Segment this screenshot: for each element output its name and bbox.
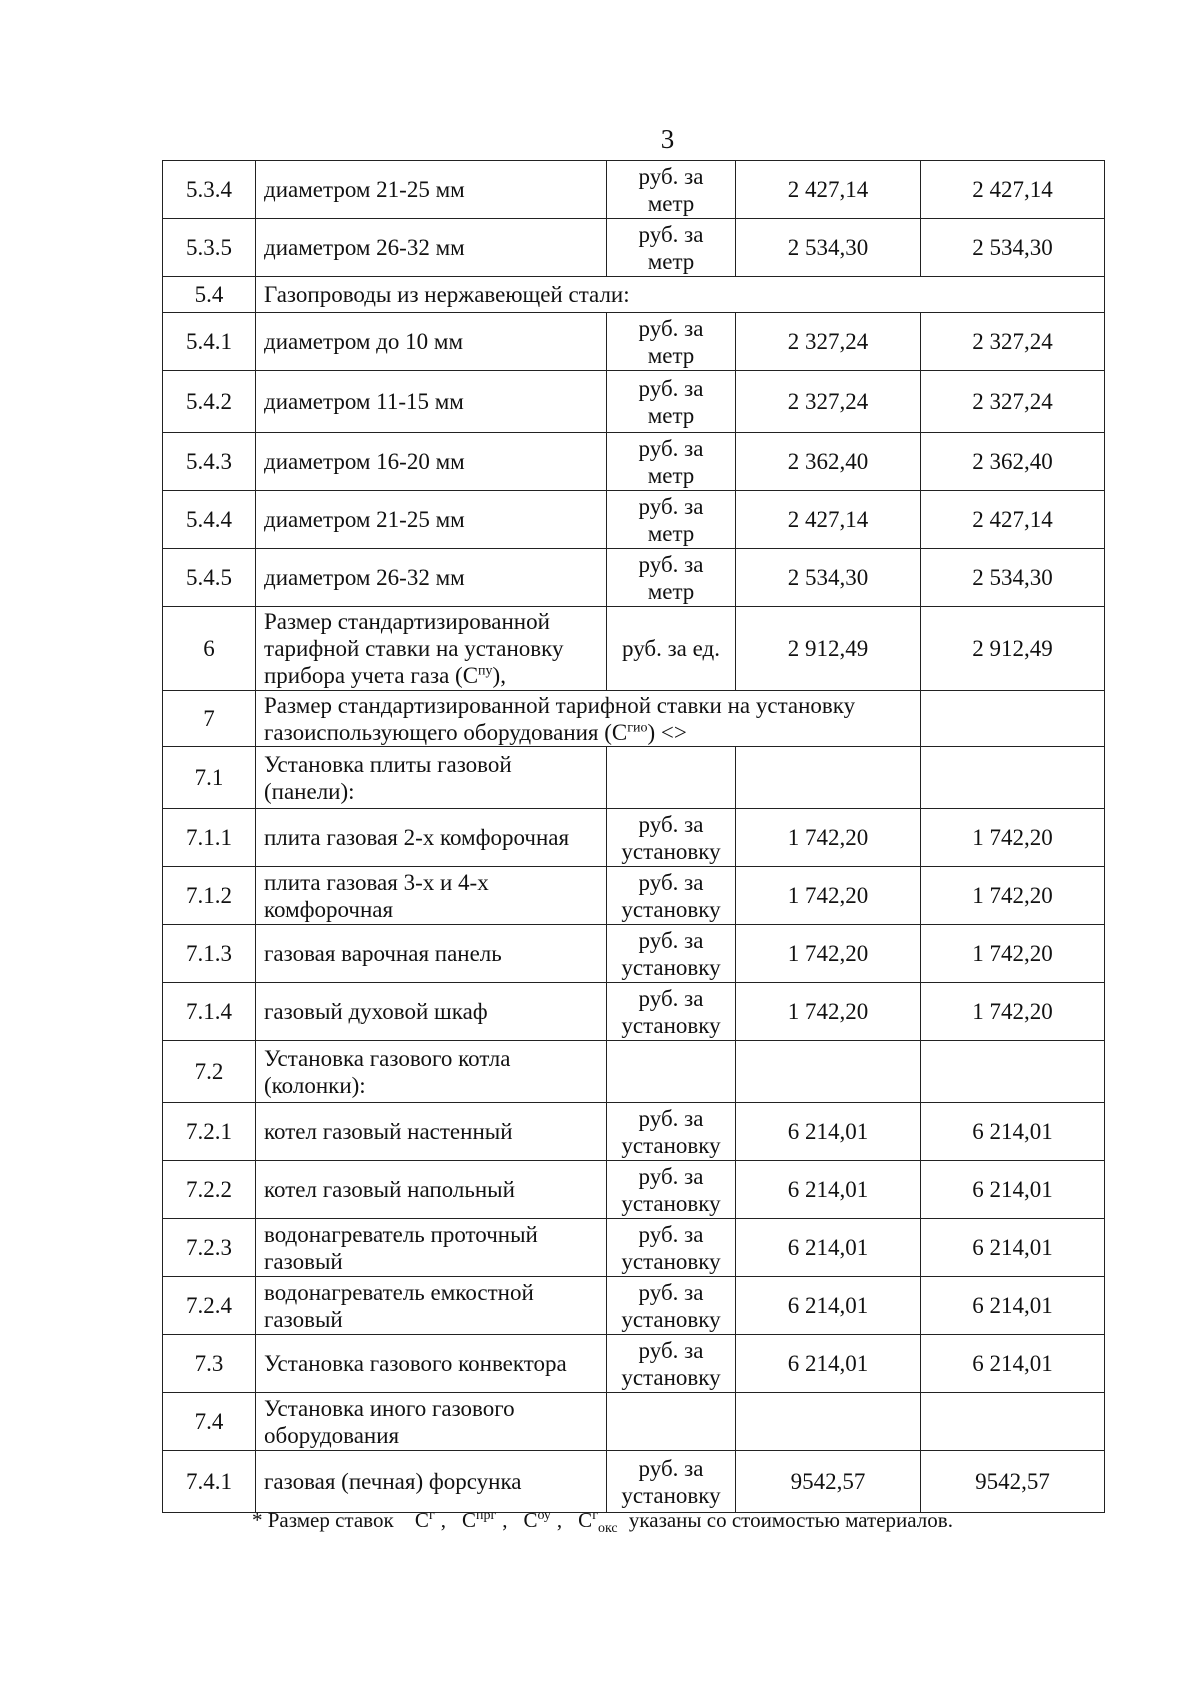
- value-column-2: 1 742,20: [921, 925, 1105, 983]
- unit: руб. за установку: [607, 1161, 736, 1219]
- value-column-1: 2 327,24: [736, 371, 921, 433]
- table-row: [163, 983, 1105, 1041]
- value-column-2: 2 427,14: [921, 491, 1105, 549]
- symbol-superscript: оу: [537, 1508, 551, 1523]
- value-column-1: 2 427,14: [736, 161, 921, 219]
- value-column-1: 6 214,01: [736, 1103, 921, 1161]
- unit: руб. за установку: [607, 1451, 736, 1513]
- table-row: [163, 491, 1105, 549]
- symbol-base: С: [414, 1508, 429, 1532]
- row-number: 5.4.1: [163, 313, 256, 371]
- row-number: 5.4.2: [163, 371, 256, 433]
- rate-symbol: [415, 1508, 435, 1532]
- table-row: [163, 219, 1105, 277]
- value-column-1: 6 214,01: [736, 1335, 921, 1393]
- symbol-separator: ,: [502, 1508, 508, 1532]
- row-number: 5.4.5: [163, 549, 256, 607]
- row-number: 7.1: [163, 747, 256, 809]
- value-column-1: 6 214,01: [736, 1161, 921, 1219]
- rate-symbol: [462, 1508, 496, 1532]
- table-row: [163, 607, 1105, 691]
- item-name: Установка иного газового оборудования: [256, 1393, 607, 1451]
- value-column-2: 6 214,01: [921, 1161, 1105, 1219]
- symbol-base: С: [578, 1508, 593, 1532]
- value-column-2: 1 742,20: [921, 983, 1105, 1041]
- symbol-separator: ,: [440, 1508, 446, 1532]
- unit: руб. за установку: [607, 925, 736, 983]
- value-column-2: [921, 1041, 1105, 1103]
- item-name: [256, 607, 607, 691]
- row-number: 6: [163, 607, 256, 691]
- table-row: [163, 1277, 1105, 1335]
- item-name: диаметром 26-32 мм: [256, 219, 607, 277]
- item-name: диаметром 11-15 мм: [256, 371, 607, 433]
- value-column-2: 2 327,24: [921, 371, 1105, 433]
- row-number: 7.1.3: [163, 925, 256, 983]
- item-name: водонагреватель проточный газовый: [256, 1219, 607, 1277]
- tariff-table-body: [163, 161, 1105, 1513]
- row-number: 7.3: [163, 1335, 256, 1393]
- item-name: плита газовая 2-х комфорочная: [256, 809, 607, 867]
- item-name: плита газовая 3-х и 4-х комфорочная: [256, 867, 607, 925]
- unit: руб. за ед.: [607, 607, 736, 691]
- item-name: водонагреватель емкостной газовый: [256, 1277, 607, 1335]
- value-column-1: 1 742,20: [736, 925, 921, 983]
- unit: [607, 1041, 736, 1103]
- value-column-1: 6 214,01: [736, 1277, 921, 1335]
- footnote-suffix: указаны со стоимостью материалов.: [628, 1508, 953, 1532]
- cell-text: Размер стандартизированной тарифной ставки на установку газоиспользующего оборудования (С: [264, 692, 856, 745]
- value-column-1: [736, 1393, 921, 1451]
- value-column-2: 1 742,20: [921, 867, 1105, 925]
- value-column-2: 6 214,01: [921, 1219, 1105, 1277]
- value-column-2: 2 362,40: [921, 433, 1105, 491]
- row-number: 7.4: [163, 1393, 256, 1451]
- value-column-1: [736, 1041, 921, 1103]
- section-title: Газопроводы из нержавеющей стали:: [256, 277, 1105, 313]
- value-column-1: 2 327,24: [736, 313, 921, 371]
- table-row: [163, 1161, 1105, 1219]
- row-number: 5.3.5: [163, 219, 256, 277]
- value-column-2: 2 427,14: [921, 161, 1105, 219]
- row-number: 7.2.4: [163, 1277, 256, 1335]
- symbol-subscript: окс: [597, 1521, 618, 1537]
- value-column-2: [921, 691, 1105, 747]
- value-column-2: [921, 1393, 1105, 1451]
- row-number: 5.4.4: [163, 491, 256, 549]
- value-column-2: 2 534,30: [921, 219, 1105, 277]
- value-column-1: 2 912,49: [736, 607, 921, 691]
- symbol-superscript: г: [428, 1508, 435, 1523]
- value-column-2: 1 742,20: [921, 809, 1105, 867]
- value-column-2: 6 214,01: [921, 1277, 1105, 1335]
- unit: руб. за установку: [607, 1277, 736, 1335]
- symbol-superscript: прг: [475, 1508, 497, 1523]
- symbol-superscript: г: [592, 1508, 598, 1523]
- table-row: [163, 867, 1105, 925]
- table-row: [163, 691, 1105, 747]
- value-column-1: 1 742,20: [736, 809, 921, 867]
- table-row: [163, 809, 1105, 867]
- table-row: [163, 925, 1105, 983]
- unit: руб. за установку: [607, 983, 736, 1041]
- cell-text: Размер стандартизированной тарифной ставки на установку прибора учета газа (С: [264, 609, 564, 688]
- cell-superscript: гио: [627, 719, 648, 735]
- item-name: котел газовый напольный: [256, 1161, 607, 1219]
- symbol-base: С: [523, 1508, 538, 1532]
- row-number: 7.2.3: [163, 1219, 256, 1277]
- value-column-1: 1 742,20: [736, 867, 921, 925]
- table-row: [163, 1335, 1105, 1393]
- unit: руб. за метр: [607, 313, 736, 371]
- unit: руб. за метр: [607, 491, 736, 549]
- table-row: [163, 1219, 1105, 1277]
- table-row: [163, 1393, 1105, 1451]
- value-column-1: [736, 747, 921, 809]
- value-column-1: 9542,57: [736, 1451, 921, 1513]
- row-number: 7.2.2: [163, 1161, 256, 1219]
- row-number: 7.4.1: [163, 1451, 256, 1513]
- item-name: газовый духовой шкаф: [256, 983, 607, 1041]
- item-name: диаметром 26-32 мм: [256, 549, 607, 607]
- rate-symbol: [523, 1508, 550, 1532]
- row-number: 7.2: [163, 1041, 256, 1103]
- table-row: [163, 747, 1105, 809]
- item-name: Установка плиты газовой (панели):: [256, 747, 607, 809]
- item-name: диаметром 21-25 мм: [256, 491, 607, 549]
- unit: руб. за метр: [607, 433, 736, 491]
- value-column-1: 2 362,40: [736, 433, 921, 491]
- value-column-1: 6 214,01: [736, 1219, 921, 1277]
- value-column-1: 2 534,30: [736, 219, 921, 277]
- unit: руб. за установку: [607, 1103, 736, 1161]
- value-column-2: 9542,57: [921, 1451, 1105, 1513]
- unit: руб. за установку: [607, 867, 736, 925]
- tariff-table: [162, 160, 1105, 1513]
- value-column-2: [921, 747, 1105, 809]
- value-column-2: 6 214,01: [921, 1103, 1105, 1161]
- symbol-base: С: [461, 1508, 476, 1532]
- table-row: [163, 1451, 1105, 1513]
- table-row: [163, 433, 1105, 491]
- unit: руб. за метр: [607, 219, 736, 277]
- unit: руб. за метр: [607, 371, 736, 433]
- table-row: [163, 313, 1105, 371]
- unit: руб. за установку: [607, 1335, 736, 1393]
- unit: руб. за установку: [607, 809, 736, 867]
- value-column-1: 2 534,30: [736, 549, 921, 607]
- row-number: 7.1.2: [163, 867, 256, 925]
- row-number: 5.4: [163, 277, 256, 313]
- item-name: Установка газового котла (колонки):: [256, 1041, 607, 1103]
- table-row: [163, 1041, 1105, 1103]
- item-name: диаметром 16-20 мм: [256, 433, 607, 491]
- footnote-prefix: * Размер ставок: [252, 1508, 394, 1532]
- value-column-1: 2 427,14: [736, 491, 921, 549]
- unit: руб. за метр: [607, 161, 736, 219]
- footnote-symbols: [399, 1508, 624, 1537]
- footnote: [252, 1508, 1112, 1537]
- cell-superscript: пу: [478, 663, 493, 679]
- unit: [607, 747, 736, 809]
- item-name: газовая (печная) форсунка: [256, 1451, 607, 1513]
- table-row: [163, 371, 1105, 433]
- table-row: [163, 549, 1105, 607]
- row-number: 5.3.4: [163, 161, 256, 219]
- item-name: диаметром до 10 мм: [256, 313, 607, 371]
- item-name: котел газовый настенный: [256, 1103, 607, 1161]
- cell-text-tail: ) <>: [647, 719, 687, 745]
- row-number: 7: [163, 691, 256, 747]
- table-row: [163, 161, 1105, 219]
- row-number: 7.2.1: [163, 1103, 256, 1161]
- row-number: 5.4.3: [163, 433, 256, 491]
- unit: руб. за метр: [607, 549, 736, 607]
- value-column-2: 2 534,30: [921, 549, 1105, 607]
- table-row: [163, 277, 1105, 313]
- value-column-2: 2 327,24: [921, 313, 1105, 371]
- unit: [607, 1393, 736, 1451]
- symbol-separator: ,: [556, 1508, 563, 1532]
- item-name: газовая варочная панель: [256, 925, 607, 983]
- rate-symbol: [578, 1508, 618, 1537]
- item-name: диаметром 21-25 мм: [256, 161, 607, 219]
- value-column-2: 2 912,49: [921, 607, 1105, 691]
- cell-text-tail: ),: [492, 663, 506, 688]
- table-row: [163, 1103, 1105, 1161]
- section-title: [256, 691, 921, 747]
- unit: руб. за установку: [607, 1219, 736, 1277]
- row-number: 7.1.4: [163, 983, 256, 1041]
- value-column-2: 6 214,01: [921, 1335, 1105, 1393]
- row-number: 7.1.1: [163, 809, 256, 867]
- value-column-1: 1 742,20: [736, 983, 921, 1041]
- item-name: Установка газового конвектора: [256, 1335, 607, 1393]
- page-number: 3: [660, 124, 675, 154]
